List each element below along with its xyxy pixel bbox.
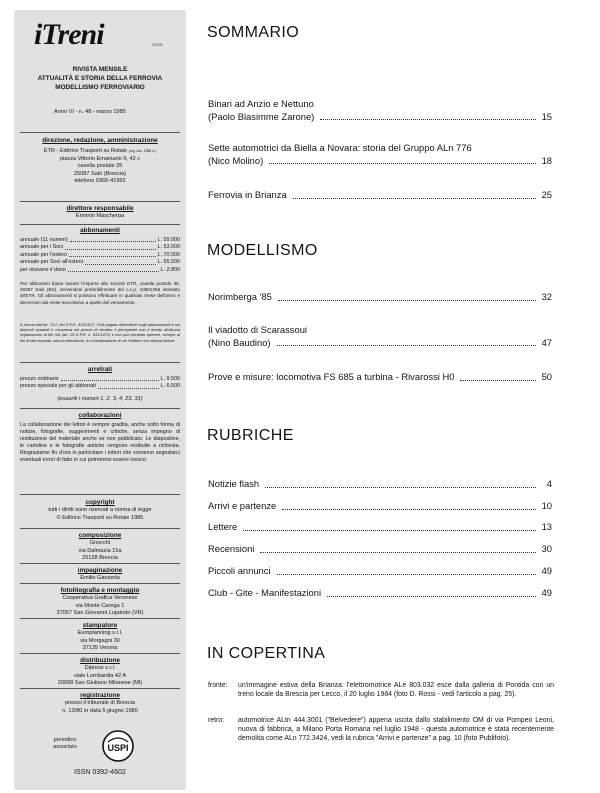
divider: [20, 688, 180, 689]
director-heading: direttore responsabile: [66, 205, 134, 212]
price-row: annuale (11 numeri) L. 59.000: [20, 237, 180, 243]
membership-label: periodico associato: [53, 737, 77, 750]
editorial-line: casella postale 35: [77, 163, 123, 170]
collaborations-text: La collaborazione dei lettori è sempre gradita, anche sotto forma di notizie, fotografie, suggerimenti e critiche, senza impegno di restituzione del materiale anche se non pubblicato. Le diapositive, le cartoline e le fotografie antiche vengono restituite a richiesta. Ringraziamo fin d'ora in particolare i lettori che vorranno segnalarci eventuali errori di fatto in cui potremmo essere incorsi.: [20, 422, 180, 464]
divider: [20, 653, 180, 654]
price-row: annuale per Soci all'estero L. 65.500: [20, 259, 180, 266]
editorial-line: telefono 0365-41992: [74, 178, 126, 185]
logo-mark: OGGI: [152, 42, 163, 47]
page-number: 18: [541, 154, 552, 166]
divider: [20, 224, 180, 225]
divider: [20, 132, 180, 133]
printer-block: stampatore Europlanning s.r.l. via Morgagni 30 37135 Verona: [14, 621, 186, 653]
tagline-line: RIVISTA MENSILE: [72, 66, 128, 73]
page-number: 47: [541, 336, 552, 348]
toc-entry[interactable]: Notizie flash 4: [208, 478, 552, 489]
editorial-heading: direzione, redazione, amministrazione: [42, 137, 158, 144]
tagline: [14, 65, 186, 92]
toc-entry[interactable]: Norimberga '85 32: [208, 291, 552, 302]
page-number: 50: [541, 371, 552, 382]
page-number: 4: [546, 478, 552, 489]
printer-heading: stampatore: [82, 622, 118, 629]
subscriptions-table: [20, 237, 180, 274]
payment-text: Per abbonarsi basta inviare l'importo alla società ETR, casella postale 35, 25087 Salò (BS), servendosi preferibilmente del c.c.p. 10801256 intestato all'ETR. Gli abbonamenti si possono effettuare in qualsiasi mese dell'anno e decorrono dal mese successivo a quello del versamento.: [20, 281, 180, 305]
collaborations-heading: collaborazioni: [78, 412, 122, 419]
masthead: [30, 18, 180, 58]
composition-heading: composizione: [78, 532, 122, 539]
divider: [20, 618, 180, 619]
copyright-block: [14, 498, 186, 522]
collaborations-block: [14, 411, 186, 420]
toc-entry[interactable]: Ferrovia in Brianza 25: [208, 189, 552, 200]
layout-heading: impaginazione: [77, 567, 123, 574]
subscriptions-heading: abbonamenti: [80, 227, 120, 234]
back-issues-note: (esauriti i numeri 1, 2, 3, 4, 23, 31): [57, 396, 143, 402]
editorial-block: [14, 136, 186, 186]
issn: ISSN 0392-4602: [74, 769, 126, 776]
cover-front-text: un'immagine estiva della Brianza: l'elettromotrice ALe 803.032 esce dalla galleria di Pontida con un treno locale da Brescia per Lecco, il 20 luglio 1984 (foto D. Rossi - vedi l'articolo a pag. 25).: [238, 682, 554, 698]
back-issues-table: [20, 376, 180, 391]
issue-info: Anno VI - n. 48 - marzo 1985: [54, 109, 126, 115]
divider: [20, 362, 180, 363]
registration-block: registrazione presso il tribunale di Brescia n. 13/80 in data 5 giugno 1980: [14, 691, 186, 715]
toc-entry[interactable]: Sette automotrici da Biella a Novara: storia del Gruppo ALn 776 (Nico Molino) 18: [208, 142, 552, 166]
toc-entry[interactable]: Recensioni 30: [208, 543, 552, 554]
cover-back: [208, 716, 554, 743]
page-number: 49: [541, 587, 552, 598]
price-row: annuale per l'estero L. 70.000: [20, 251, 180, 258]
cover-back-label: retro:: [208, 717, 225, 724]
uspi-logo-text: USPI: [107, 743, 129, 753]
page-number: 13: [541, 521, 552, 532]
toc-entry[interactable]: Piccoli annunci 49: [208, 565, 552, 576]
editorial-line: ETR - Editrice Trasporti su Rotaie (reg. soc. 1986 n.): [43, 148, 157, 154]
toc-entry[interactable]: Il viadotto di Scarassoui (Nino Baudino) 47: [208, 324, 552, 348]
toc-entry[interactable]: Club - Gite - Manifestazioni 49: [208, 587, 552, 598]
editorial-line: piazza Vittorio Emanuele II, 42 c: [59, 155, 141, 162]
editorial-line: 25087 Salò (Brescia): [73, 170, 127, 177]
page-number: 30: [541, 543, 552, 554]
divider: [20, 494, 180, 495]
page-number: 15: [541, 110, 552, 122]
back-issues-heading: arretrati: [87, 366, 113, 373]
divider: [20, 528, 180, 529]
copyright-line: tutti i diritti sono riservati a norma di legge: [48, 507, 152, 513]
toc-entry[interactable]: Lettere 13: [208, 521, 552, 532]
section-title-rubriche: RUBRICHE: [207, 427, 294, 444]
iva-text: A norma dell'art. 74 C del D.P.R. 633/1972, l'IVA pagata dall'editore sugli abbonamenti e sui fascicoli separati è compresa nel prezzo di vendita; il percepente non è tenuto all'alcuna registrazione ai fini IVA (art. 25 D.P.R. n. 633/1972) e non può pertanto operare, sempre ai fini di tale imposta, alcuna detrazione. In considerazione di ciò l'editore non rilascia fatture.: [20, 322, 180, 343]
price-row: per ricevere il dono L. 2.800: [20, 266, 180, 273]
price-row: prezzo speciale per gli abbonati L. 6.500: [20, 383, 180, 390]
cover-front-label: fronte:: [208, 682, 228, 689]
divider: [20, 563, 180, 564]
page-number: 49: [541, 565, 552, 576]
price-row: prezzo ordinario L. 9.500: [20, 376, 180, 382]
page-number: 10: [541, 500, 552, 511]
registration-heading: registrazione: [80, 692, 120, 699]
colophon-column: [14, 10, 186, 790]
photolitho-heading: fotolitografia e montaggio: [60, 587, 140, 594]
uspi-logo: [102, 730, 134, 762]
toc-entry[interactable]: Prove e misure: locomotiva FS 685 a turbina - Rivarossi H0 50: [208, 371, 552, 382]
back-issues-block: [14, 365, 186, 374]
distribution-heading: distribuzione: [80, 657, 120, 664]
composition-block: composizione Gnocchi via Dalmazia 15a 25128 Brescia: [14, 531, 186, 563]
director-block: [14, 204, 186, 221]
cover-back-text: automotrice ALtn 444.3001 ("Belvedere") appena uscita dallo stabilimento OM di via Pompeo Leoni, nuova di fabbrica, a Milano Porta Romana nel luglio 1948 - questa automotrice è stata recentemente demolita come ALn 772.3424, vedi la rubrica "Arrivi e partenze" a pag. 10 (foto Publifoto).: [238, 717, 554, 742]
copyright-heading: copyright: [85, 499, 115, 506]
tagline-line: MODELLISMO FERROVIARIO: [55, 84, 145, 91]
photolitho-block: fotolitografia e montaggio Cooperativa Grafica Veronese via Monte Carega 1 37057 San Giovanni Lupatoto (VR): [14, 586, 186, 618]
section-title-copertina: IN COPERTINA: [207, 645, 326, 662]
toc-entry[interactable]: Arrivi e partenze 10: [208, 500, 552, 511]
page-number: 32: [541, 291, 552, 302]
cover-front: [208, 681, 554, 699]
layout-block: impaginazione Emilio Ganzerla: [14, 566, 186, 583]
subscriptions-block: [14, 226, 186, 235]
director-name: Erminio Mascherpa: [75, 213, 125, 219]
price-row: annuale per i Soci L. 53.000: [20, 244, 180, 251]
divider: [20, 201, 180, 202]
copyright-line: © Editrice Trasporti su Rotaie 1985: [56, 514, 144, 521]
divider: [20, 583, 180, 584]
divider: [20, 408, 180, 409]
magazine-logo: iTreni: [34, 18, 104, 51]
distribution-block: distribuzione Dipress s.r.l. viale Lombardia 42 A 20098 San Giuliano Milanese (MI): [14, 656, 186, 688]
section-title-sommario: SOMMARIO: [207, 24, 300, 41]
membership-block: [42, 730, 162, 764]
page-number: 25: [541, 189, 552, 200]
tagline-line: ATTUALITÀ E STORIA DELLA FERROVIA: [37, 75, 163, 82]
section-title-modellismo: MODELLISMO: [207, 242, 318, 259]
toc-entry[interactable]: Binari ad Anzio e Nettuno (Paolo Blasimme Zarone) 15: [208, 98, 552, 122]
reg-note: (reg. soc. 1986 n.): [128, 149, 157, 153]
